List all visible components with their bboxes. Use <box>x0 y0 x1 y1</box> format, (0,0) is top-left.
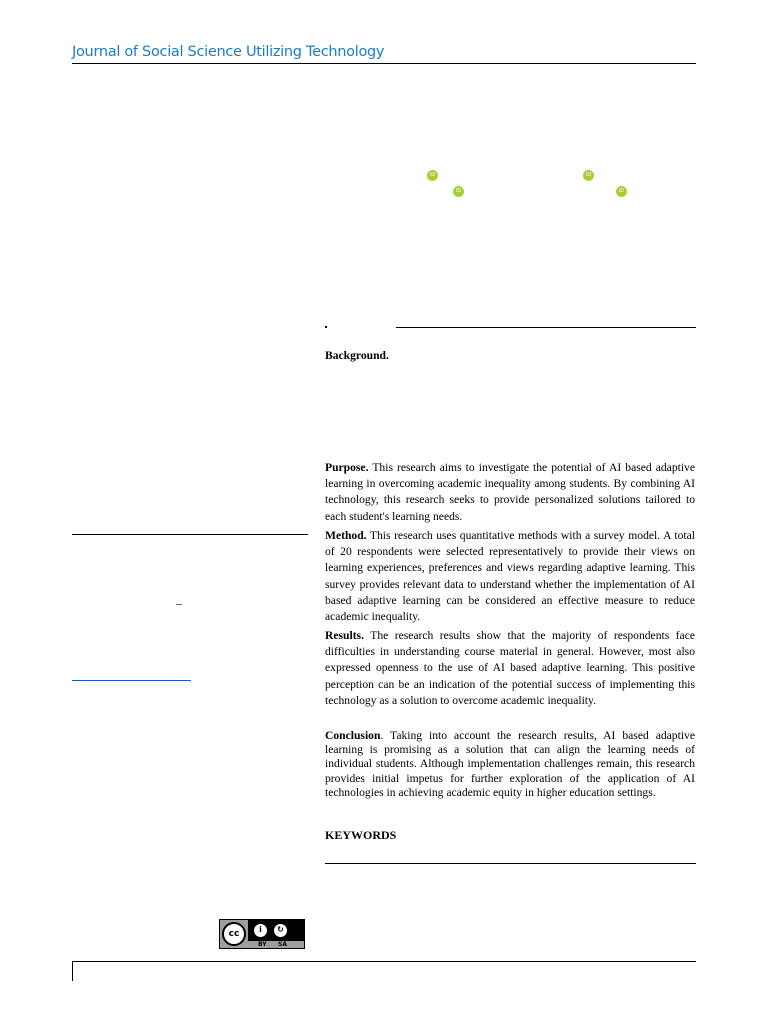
journal-title: Journal of Social Science Utilizing Technology <box>72 44 385 60</box>
attribution-icon: i <box>253 923 268 938</box>
abstract-method <box>325 528 695 625</box>
orcid-icon[interactable]: iD <box>427 170 438 181</box>
abstract-purpose <box>325 460 695 525</box>
abstract-results <box>325 628 695 709</box>
header-rule <box>72 63 696 64</box>
cc-sa-label: SA <box>278 941 287 948</box>
method-text: This research uses quantitative methods with a survey model. A total of 20 respondents were selected representatively to provide their views on learning experiences, preferences and views regarding adaptive learning. This survey provides relevant data to understand whether the implementation of AI based adaptive learning can be considered an effective measure to reduce academic inequality. <box>325 529 695 624</box>
left-dash: – <box>176 596 182 610</box>
dot-mark <box>325 326 327 328</box>
cc-icon: cc <box>222 922 246 946</box>
background-label: Background. <box>325 349 389 362</box>
conclusion-label: Conclusion <box>325 729 381 742</box>
cc-by-label: BY <box>258 941 267 948</box>
footer-tick <box>72 961 73 981</box>
orcid-icon[interactable]: iD <box>583 170 594 181</box>
footer-rule <box>72 961 696 962</box>
orcid-icon[interactable]: iD <box>453 186 464 197</box>
results-label: Results. <box>325 629 364 642</box>
keywords-rule <box>325 863 696 864</box>
left-column-rule <box>72 534 308 535</box>
cc-by-sa-license-badge[interactable] <box>219 919 305 949</box>
results-text: The research results show that the majority of respondents face difficulties in understanding course material in general. However, most also expressed openness to the use of AI based adaptive learning. This positive perception can be an indication of the potential success of implementing this technology as a solution to overcome academic inequality. <box>325 629 695 707</box>
orcid-icon[interactable]: iD <box>616 186 627 197</box>
conclusion-text: . Taking into account the research results, AI based adaptive learning is promising as a solution that can align the learning needs of individual students. Although implementation challenges remain, this research provides initial impetus for further exploration of the application of AI technologies in achieving academic equity in higher education settings. <box>325 729 695 799</box>
purpose-text: This research aims to investigate the potential of AI based adaptive learning in overcoming academic inequality among students. By combining AI technology, this research seeks to provide personalized solutions tailored to each student's learning needs. <box>325 461 695 523</box>
email-link[interactable] <box>72 680 191 681</box>
abstract-top-rule <box>396 327 696 328</box>
purpose-label: Purpose. <box>325 461 369 474</box>
keywords-heading: KEYWORDS <box>325 828 397 842</box>
share-alike-icon: ↻ <box>273 923 288 938</box>
abstract-conclusion <box>325 729 695 800</box>
abstract-background <box>325 348 695 364</box>
method-label: Method. <box>325 529 367 542</box>
